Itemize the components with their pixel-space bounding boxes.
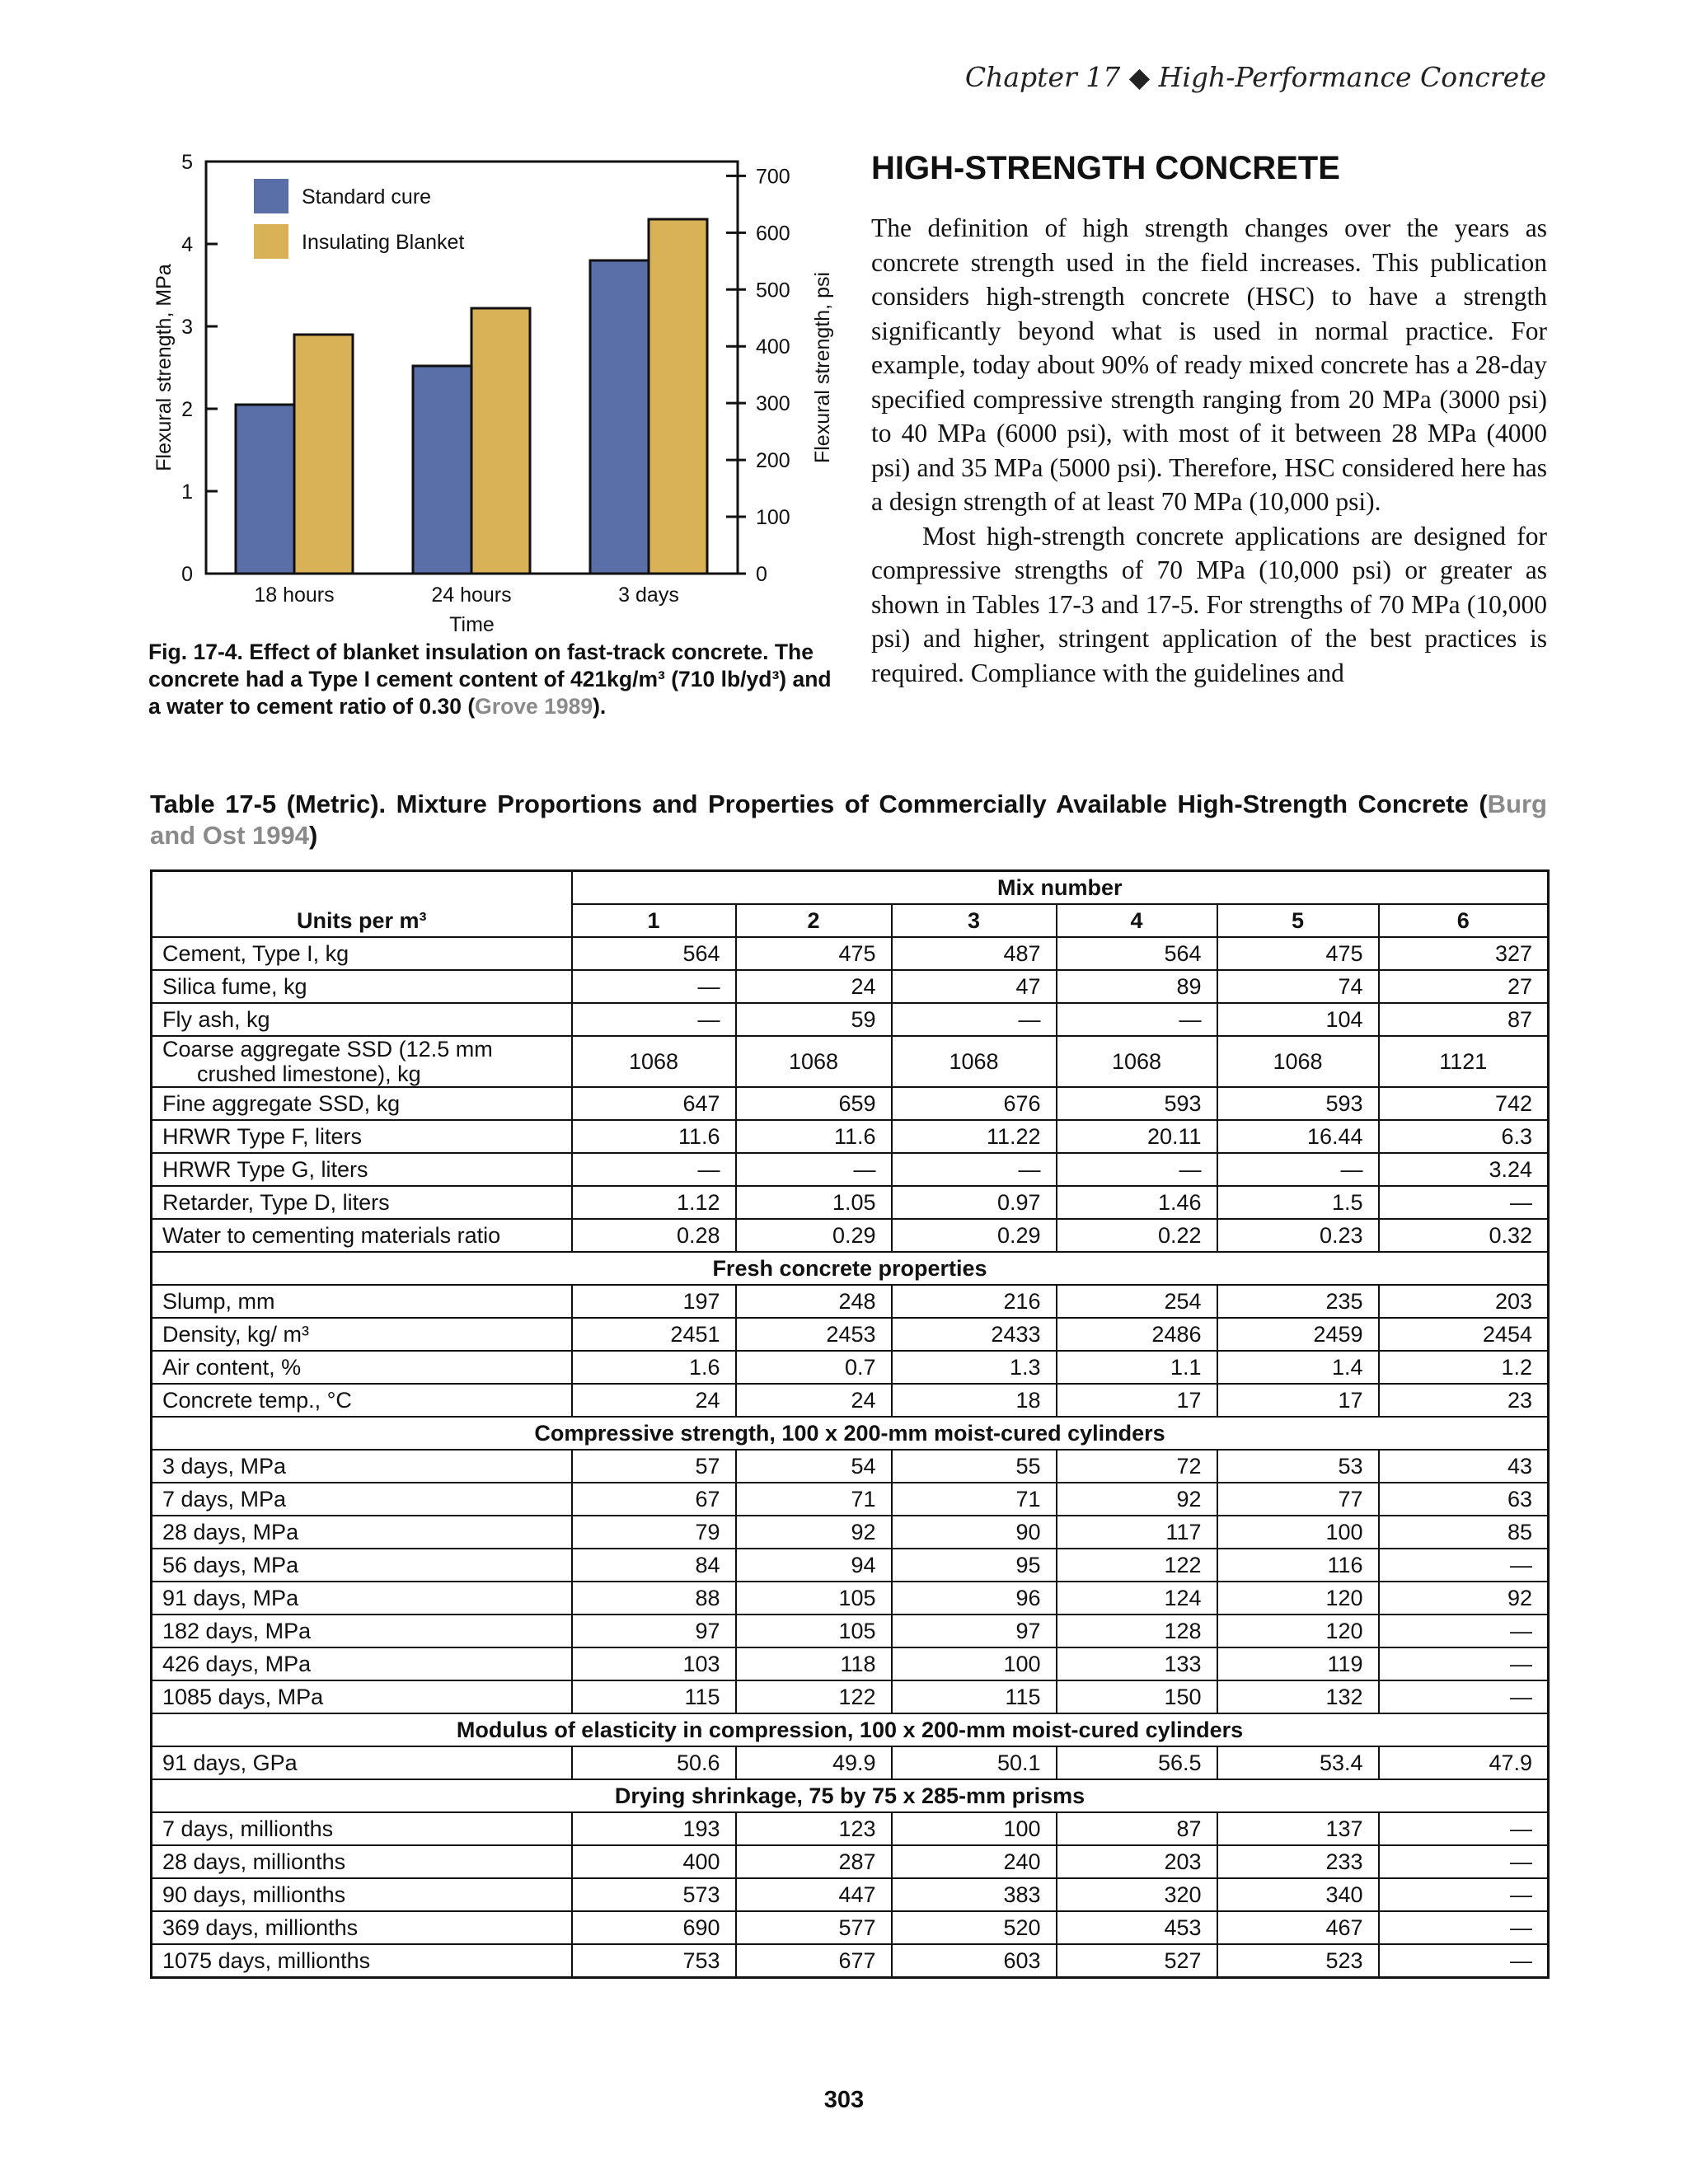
table-row <box>152 1911 1549 1944</box>
mix-col-header: 3 <box>892 904 1057 937</box>
body-text <box>871 211 1547 690</box>
table-cell: 92 <box>1057 1483 1217 1516</box>
row-label-line: Coarse aggregate SSD (12.5 mm <box>162 1037 493 1062</box>
table-cell: 50.6 <box>572 1746 736 1779</box>
y-tick-label: 0 <box>181 563 193 586</box>
table-cell: 1068 <box>1057 1036 1217 1087</box>
table-cell: 105 <box>736 1582 892 1615</box>
mix-number-header: Mix number <box>572 871 1549 905</box>
table-row <box>152 1680 1549 1713</box>
y2-tick-label: 600 <box>756 222 790 246</box>
section-title: Fresh concrete properties <box>152 1252 1549 1285</box>
paragraph-2: Most high-strength concrete applications are designed for compressive strengths of 70 MPa (10,000 psi) or greater as shown in Tables 17-3 and 17-5. For strengths of 70 MPa (10,000 psi) and higher, stringent application of the best practices is required. Compliance with the guidelines and <box>871 521 1547 687</box>
table-cell: 1.5 <box>1217 1186 1379 1219</box>
row-label: 28 days, millionths <box>152 1845 572 1878</box>
table-cell: 53 <box>1217 1450 1379 1483</box>
table-cell: 240 <box>892 1845 1057 1878</box>
mix-col-header: 1 <box>572 904 736 937</box>
bar-standard-cure <box>413 366 471 574</box>
table-cell: — <box>572 970 736 1003</box>
row-label: Cement, Type I, kg <box>152 937 572 970</box>
table-cell: 647 <box>572 1087 736 1120</box>
table-cell: 43 <box>1379 1450 1549 1483</box>
table-cell: 677 <box>736 1944 892 1978</box>
table-cell: 475 <box>736 937 892 970</box>
table-cell: 2451 <box>572 1318 736 1351</box>
table-cell: 122 <box>736 1680 892 1713</box>
table-cell: 47 <box>892 970 1057 1003</box>
table-cell: — <box>1379 1680 1549 1713</box>
table-header-row-1 <box>152 871 1549 905</box>
row-label: 3 days, MPa <box>152 1450 572 1483</box>
table-row <box>152 1483 1549 1516</box>
table-cell: 320 <box>1057 1878 1217 1911</box>
section-heading: HIGH-STRENGTH CONCRETE <box>871 150 1340 186</box>
table-cell: 400 <box>572 1845 736 1878</box>
figure-caption <box>148 639 832 720</box>
flexural-strength-chart <box>140 140 857 643</box>
table-cell: 71 <box>892 1483 1057 1516</box>
table-cell: — <box>1379 1845 1549 1878</box>
table-cell: 49.9 <box>736 1746 892 1779</box>
bar-standard-cure <box>590 260 649 574</box>
table-cell: 659 <box>736 1087 892 1120</box>
y-tick-label: 3 <box>181 316 193 339</box>
table-cell: 132 <box>1217 1680 1379 1713</box>
y2-tick-label: 0 <box>756 563 767 586</box>
table-cell: 1068 <box>1217 1036 1379 1087</box>
table-cell: 676 <box>892 1087 1057 1120</box>
table-cell: 88 <box>572 1582 736 1615</box>
caption-main: Fig. 17-4. Effect of blanket insulation on fast-track concrete. The concrete had a Type I cement content of 421kg/m³ (710 lb/yd³) and a water to cement ratio of 0.30 ( <box>148 640 832 719</box>
table-cell: 103 <box>572 1647 736 1680</box>
table-cell: 11.22 <box>892 1120 1057 1153</box>
table-cell: 120 <box>1217 1582 1379 1615</box>
table-cell: 197 <box>572 1285 736 1318</box>
table-row <box>152 1582 1549 1615</box>
table-row <box>152 1845 1549 1878</box>
table-row <box>152 1087 1549 1120</box>
x-tick-label: 24 hours <box>431 583 512 607</box>
row-label-line: crushed limestone), kg <box>197 1062 421 1086</box>
table-cell: 47.9 <box>1379 1746 1549 1779</box>
table-cell: 17 <box>1057 1384 1217 1417</box>
table-cell: 0.28 <box>572 1219 736 1252</box>
table-cell: 17 <box>1217 1384 1379 1417</box>
table-row <box>152 1549 1549 1582</box>
row-label: Concrete temp., °C <box>152 1384 572 1417</box>
table-row <box>152 1812 1549 1845</box>
table-cell: 95 <box>892 1549 1057 1582</box>
table-cell: 1121 <box>1379 1036 1549 1087</box>
table-cell: 20.11 <box>1057 1120 1217 1153</box>
table-cell: 118 <box>736 1647 892 1680</box>
row-label: 1085 days, MPa <box>152 1680 572 1713</box>
table-cell: 1068 <box>572 1036 736 1087</box>
table-cell: 100 <box>892 1647 1057 1680</box>
bar-insulating-blanket <box>649 219 707 574</box>
mix-col-header: 2 <box>736 904 892 937</box>
y-axis-label: Flexural strength, MPa <box>152 264 176 471</box>
table-cell: 593 <box>1057 1087 1217 1120</box>
table-cell: 104 <box>1217 1003 1379 1036</box>
row-label: HRWR Type G, liters <box>152 1153 572 1186</box>
table-cell: 72 <box>1057 1450 1217 1483</box>
table-row <box>152 1036 1549 1087</box>
table-cell: 74 <box>1217 970 1379 1003</box>
table-cell: 3.24 <box>1379 1153 1549 1186</box>
legend-label: Standard cure <box>302 185 432 209</box>
table-cell: 54 <box>736 1450 892 1483</box>
table-row <box>152 1186 1549 1219</box>
table-cell: 11.6 <box>572 1120 736 1153</box>
table-cell: 84 <box>572 1549 736 1582</box>
table-cell: — <box>572 1003 736 1036</box>
table-cell: 1.2 <box>1379 1351 1549 1384</box>
table-cell: 0.23 <box>1217 1219 1379 1252</box>
table-cell: 1.12 <box>572 1186 736 1219</box>
y2-tick-label: 700 <box>756 165 790 189</box>
table-cell: 105 <box>736 1615 892 1647</box>
table-cell: 55 <box>892 1450 1057 1483</box>
y-tick-label: 1 <box>181 480 193 504</box>
table-cell: 0.29 <box>892 1219 1057 1252</box>
table-cell: 287 <box>736 1845 892 1878</box>
table-cell: 67 <box>572 1483 736 1516</box>
table-cell: 1.46 <box>1057 1186 1217 1219</box>
y-tick-label: 5 <box>181 151 193 174</box>
table-cell: — <box>1057 1003 1217 1036</box>
row-label: 91 days, MPa <box>152 1582 572 1615</box>
table-row <box>152 1615 1549 1647</box>
table-row <box>152 1878 1549 1911</box>
table-cell: 690 <box>572 1911 736 1944</box>
mix-col-header: 5 <box>1217 904 1379 937</box>
row-label: 7 days, MPa <box>152 1483 572 1516</box>
mix-col-header: 4 <box>1057 904 1217 937</box>
table-cell: 77 <box>1217 1483 1379 1516</box>
table-cell: 24 <box>572 1384 736 1417</box>
table-cell: — <box>1379 1647 1549 1680</box>
row-label: 91 days, GPa <box>152 1746 572 1779</box>
table-cell: 59 <box>736 1003 892 1036</box>
table-cell: 116 <box>1217 1549 1379 1582</box>
table-row <box>152 937 1549 970</box>
table-cell: 1.05 <box>736 1186 892 1219</box>
table-row <box>152 1351 1549 1384</box>
table-cell: — <box>1379 1944 1549 1978</box>
table-cell: 593 <box>1217 1087 1379 1120</box>
table-cell: 520 <box>892 1911 1057 1944</box>
row-label: 7 days, millionths <box>152 1812 572 1845</box>
table-cell: 193 <box>572 1812 736 1845</box>
table-cell: — <box>1379 1615 1549 1647</box>
table-cell: 248 <box>736 1285 892 1318</box>
table-cell: 63 <box>1379 1483 1549 1516</box>
table-cell: 100 <box>892 1812 1057 1845</box>
table-row <box>152 1944 1549 1978</box>
table-cell: 573 <box>572 1878 736 1911</box>
row-label: Slump, mm <box>152 1285 572 1318</box>
table-cell: 254 <box>1057 1285 1217 1318</box>
table-cell: 100 <box>1217 1516 1379 1549</box>
table-row <box>152 970 1549 1003</box>
table-cell: 87 <box>1057 1812 1217 1845</box>
section-title: Drying shrinkage, 75 by 75 x 285-mm prisms <box>152 1779 1549 1812</box>
table-cell: — <box>892 1153 1057 1186</box>
row-label: HRWR Type F, liters <box>152 1120 572 1153</box>
row-label: Retarder, Type D, liters <box>152 1186 572 1219</box>
table-cell: 150 <box>1057 1680 1217 1713</box>
table-cell: 16.44 <box>1217 1120 1379 1153</box>
bar-standard-cure <box>236 405 294 574</box>
legend-label: Insulating Blanket <box>302 231 465 254</box>
table-cell: 0.7 <box>736 1351 892 1384</box>
legend-swatch <box>254 224 288 259</box>
row-label: Density, kg/ m³ <box>152 1318 572 1351</box>
table-cell: 1.1 <box>1057 1351 1217 1384</box>
table-cell: 18 <box>892 1384 1057 1417</box>
caption-end: ). <box>593 694 607 719</box>
legend-swatch <box>254 179 288 213</box>
table-cell: 216 <box>892 1285 1057 1318</box>
table-cell: 50.1 <box>892 1746 1057 1779</box>
table-title-citation: Burg and Ost 1994 <box>150 790 1547 850</box>
table-row <box>152 1384 1549 1417</box>
table-cell: 2454 <box>1379 1318 1549 1351</box>
table-cell: 742 <box>1379 1087 1549 1120</box>
row-label: 426 days, MPa <box>152 1647 572 1680</box>
table-cell: 487 <box>892 937 1057 970</box>
table-cell: 87 <box>1379 1003 1549 1036</box>
section-row <box>152 1779 1549 1812</box>
row-label: Water to cementing materials ratio <box>152 1219 572 1252</box>
section-title: Modulus of elasticity in compression, 100 x 200-mm moist-cured cylinders <box>152 1713 1549 1746</box>
table-cell: 57 <box>572 1450 736 1483</box>
table-cell: 0.97 <box>892 1186 1057 1219</box>
table-cell: 1.3 <box>892 1351 1057 1384</box>
section-row <box>152 1713 1549 1746</box>
table-title <box>150 789 1547 851</box>
table-cell: 447 <box>736 1878 892 1911</box>
table-cell: 523 <box>1217 1944 1379 1978</box>
row-label: Fine aggregate SSD, kg <box>152 1087 572 1120</box>
row-label: 369 days, millionths <box>152 1911 572 1944</box>
table-row <box>152 1285 1549 1318</box>
table-row <box>152 1647 1549 1680</box>
table-cell: 6.3 <box>1379 1120 1549 1153</box>
table-cell: — <box>1379 1186 1549 1219</box>
table-row <box>152 1746 1549 1779</box>
table-cell: 2486 <box>1057 1318 1217 1351</box>
table-cell: — <box>736 1153 892 1186</box>
table-cell: — <box>892 1003 1057 1036</box>
table-cell: 24 <box>736 970 892 1003</box>
table-cell: 453 <box>1057 1911 1217 1944</box>
table-cell: 340 <box>1217 1878 1379 1911</box>
table-cell: 71 <box>736 1483 892 1516</box>
row-label: 90 days, millionths <box>152 1878 572 1911</box>
section-row <box>152 1417 1549 1450</box>
table-row <box>152 1450 1549 1483</box>
table-cell: 0.22 <box>1057 1219 1217 1252</box>
y2-tick-label: 300 <box>756 392 790 416</box>
y2-tick-label: 400 <box>756 335 790 359</box>
row-label: Air content, % <box>152 1351 572 1384</box>
table-cell: 475 <box>1217 937 1379 970</box>
table-cell: — <box>572 1153 736 1186</box>
mixture-table <box>150 869 1550 1979</box>
table-cell: 327 <box>1379 937 1549 970</box>
row-label: 182 days, MPa <box>152 1615 572 1647</box>
table-cell: 233 <box>1217 1845 1379 1878</box>
running-head: Chapter 17 ◆ High-Performance Concrete <box>964 61 1546 93</box>
table-cell: 2433 <box>892 1318 1057 1351</box>
table-cell: 235 <box>1217 1285 1379 1318</box>
table-cell: 123 <box>736 1812 892 1845</box>
y-tick-label: 4 <box>181 233 193 256</box>
table-cell: — <box>1057 1153 1217 1186</box>
y2-tick-label: 200 <box>756 449 790 473</box>
table-cell: — <box>1217 1153 1379 1186</box>
table-cell: 0.32 <box>1379 1219 1549 1252</box>
table-cell: 133 <box>1057 1647 1217 1680</box>
caption-citation: Grove 1989 <box>475 694 593 719</box>
table-row <box>152 1219 1549 1252</box>
y2-tick-label: 500 <box>756 279 790 302</box>
section-row <box>152 1252 1549 1285</box>
table-cell: — <box>1379 1878 1549 1911</box>
table-cell: 85 <box>1379 1516 1549 1549</box>
table-cell: — <box>1379 1812 1549 1845</box>
table-cell: 383 <box>892 1878 1057 1911</box>
row-label: 56 days, MPa <box>152 1549 572 1582</box>
table-cell: 115 <box>572 1680 736 1713</box>
table-cell: 124 <box>1057 1582 1217 1615</box>
x-tick-label: 3 days <box>618 583 679 607</box>
table-cell: 92 <box>736 1516 892 1549</box>
bar-insulating-blanket <box>294 335 353 574</box>
row-label: Fly ash, kg <box>152 1003 572 1036</box>
paragraph-1: The definition of high strength changes over the years as concrete strength used in the field increases. This publication considers high-strength concrete (HSC) to have a strength significantly beyond what is used in normal practice. For example, today about 90% of ready mixed concrete has a 28-day specified compressive strength ranging from 20 MPa (3000 psi) to 40 MPa (6000 psi), with most of it between 28 MPa (4000 psi) and 35 MPa (5000 psi). Therefore, HSC considered here has a design strength of at least 70 MPa (10,000 psi). <box>871 213 1547 516</box>
table-cell: 564 <box>1057 937 1217 970</box>
mix-col-header: 6 <box>1379 904 1549 937</box>
table-cell: 1.6 <box>572 1351 736 1384</box>
table-cell: 92 <box>1379 1582 1549 1615</box>
table-title-end: ) <box>308 821 318 850</box>
row-label: Silica fume, kg <box>152 970 572 1003</box>
table-cell: 603 <box>892 1944 1057 1978</box>
table-cell: 56.5 <box>1057 1746 1217 1779</box>
section-title: Compressive strength, 100 x 200-mm moist-cured cylinders <box>152 1417 1549 1450</box>
table-cell: 89 <box>1057 970 1217 1003</box>
table-cell: 1.4 <box>1217 1351 1379 1384</box>
table-cell: 1068 <box>892 1036 1057 1087</box>
table-title-main: Table 17-5 (Metric). Mixture Proportions and Properties of Commercially Available High-Strength Concrete ( <box>150 790 1488 818</box>
table-cell: 0.29 <box>736 1219 892 1252</box>
table-cell: 94 <box>736 1549 892 1582</box>
table-cell: 128 <box>1057 1615 1217 1647</box>
table-cell: 467 <box>1217 1911 1379 1944</box>
table-cell: 11.6 <box>736 1120 892 1153</box>
table-cell: 53.4 <box>1217 1746 1379 1779</box>
page-number: 303 <box>823 2087 865 2113</box>
table-cell: 527 <box>1057 1944 1217 1978</box>
units-header: Units per m³ <box>152 904 572 937</box>
table-cell: 79 <box>572 1516 736 1549</box>
table-cell: 203 <box>1379 1285 1549 1318</box>
table-row <box>152 1003 1549 1036</box>
table-cell: 24 <box>736 1384 892 1417</box>
table-row <box>152 1318 1549 1351</box>
chart-svg <box>140 140 857 643</box>
table-cell: 2453 <box>736 1318 892 1351</box>
y2-tick-label: 100 <box>756 506 790 530</box>
table-row <box>152 1120 1549 1153</box>
table-cell: 753 <box>572 1944 736 1978</box>
row-label: 1075 days, millionths <box>152 1944 572 1978</box>
row-label <box>152 1036 572 1087</box>
table-cell: — <box>1379 1549 1549 1582</box>
table-header-row-2 <box>152 904 1549 937</box>
table-cell: 577 <box>736 1911 892 1944</box>
row-label: 28 days, MPa <box>152 1516 572 1549</box>
table-cell: 120 <box>1217 1615 1379 1647</box>
table-cell: 90 <box>892 1516 1057 1549</box>
table-cell: 2459 <box>1217 1318 1379 1351</box>
table-cell: 97 <box>572 1615 736 1647</box>
table-cell: 122 <box>1057 1549 1217 1582</box>
table-row <box>152 1153 1549 1186</box>
table-cell: — <box>1379 1911 1549 1944</box>
table-cell: 115 <box>892 1680 1057 1713</box>
table-cell: 1068 <box>736 1036 892 1087</box>
table-cell: 119 <box>1217 1647 1379 1680</box>
table-cell: 117 <box>1057 1516 1217 1549</box>
header-blank <box>152 871 572 905</box>
table-cell: 203 <box>1057 1845 1217 1878</box>
y2-axis-label: Flexural strength, psi <box>811 271 834 464</box>
table-cell: 564 <box>572 937 736 970</box>
table-cell: 97 <box>892 1615 1057 1647</box>
table-cell: 27 <box>1379 970 1549 1003</box>
table-row <box>152 1516 1549 1549</box>
x-tick-label: 18 hours <box>254 583 335 607</box>
table-cell: 137 <box>1217 1812 1379 1845</box>
table-cell: 96 <box>892 1582 1057 1615</box>
x-axis-label: Time <box>449 613 495 636</box>
table-cell: 23 <box>1379 1384 1549 1417</box>
bar-insulating-blanket <box>471 308 530 574</box>
y-tick-label: 2 <box>181 398 193 421</box>
